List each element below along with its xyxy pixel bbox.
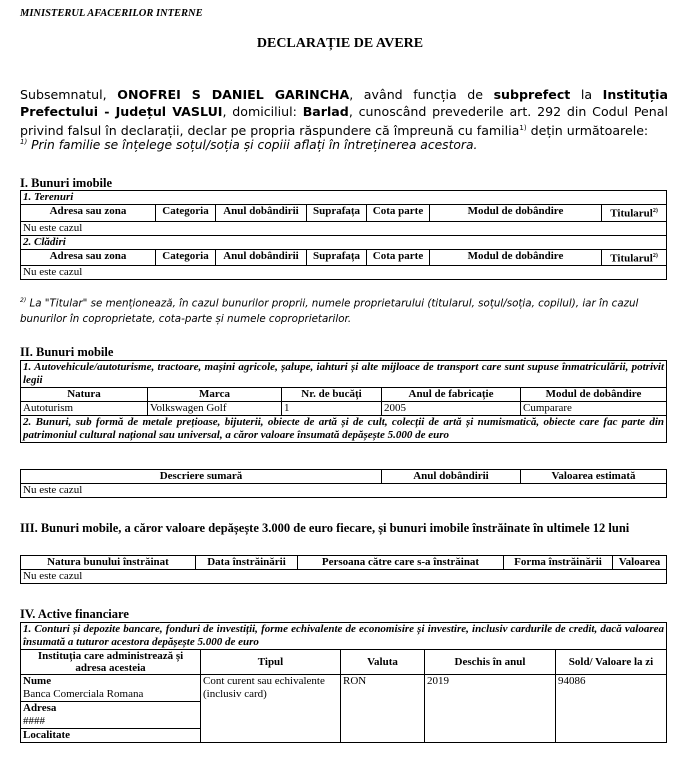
col-header: Modul de dobândire <box>430 249 602 266</box>
holder-footnote <box>20 293 668 327</box>
col-header: Tipul <box>201 650 341 675</box>
intro-text: , cunoscând prevederile art. 292 din Codul Penal privind falsul în declarații, declar pe propria răspundere că împreună cu familia <box>20 104 668 139</box>
bank-accounts-table <box>20 622 667 743</box>
account-currency: RON <box>341 675 425 743</box>
footnote-mark: 2) <box>20 297 27 304</box>
subsection-buildings: 2. Clădiri <box>21 235 667 249</box>
col-header: Deschis în anul <box>425 650 556 675</box>
empty-row: Nu este cazul <box>21 266 667 280</box>
col-header: Persoana către care s-a înstrăinat <box>298 556 504 570</box>
col-header: Forma înstrăinării <box>504 556 613 570</box>
subsection-bank-accounts: 1. Conturi și depozite bancare, fonduri de investiții, forme echivalente de economisire și investire, inclusiv cardurile de credit, dacă valoarea însumată a tuturor acestora depășește 5.000 de euro <box>21 623 667 650</box>
col-header-label: Titularul <box>610 207 653 220</box>
alienated-goods-table <box>20 555 667 584</box>
intro-paragraph <box>20 86 668 139</box>
vehicle-acquisition: Cumparare <box>521 402 667 416</box>
col-header: Natura <box>21 388 148 402</box>
vehicle-brand: Volkswagen Golf <box>148 402 282 416</box>
col-header-label: Titularul <box>610 252 653 265</box>
table-row <box>21 675 667 743</box>
footnote-ref: 2) <box>652 208 658 214</box>
locality-label: Localitate <box>21 728 200 742</box>
section-title-movable-goods: II. Bunuri mobile <box>20 345 114 359</box>
col-header: Categoria <box>156 249 216 266</box>
intro-text: Subsemnatul, <box>20 87 107 102</box>
col-header: Cota parte <box>367 249 430 266</box>
intro-text: dețin următoarele: <box>530 123 649 139</box>
declarant-function: subprefect <box>493 87 571 102</box>
real-estate-table <box>20 190 667 280</box>
vehicle-year: 2005 <box>382 402 521 416</box>
col-header: Adresa sau zona <box>21 205 156 222</box>
intro-text: , având funcția de <box>349 87 483 102</box>
table-row <box>21 402 667 416</box>
account-type: Cont curent sau echivalente (inclusiv card) <box>201 675 341 743</box>
col-header: Anul dobândirii <box>382 470 521 484</box>
valuables-table <box>20 469 667 498</box>
col-header-holder <box>602 205 667 222</box>
col-header: Anul dobândirii <box>216 249 307 266</box>
institution-name: Banca Comerciala Romana <box>23 688 144 700</box>
footnote-text: La "Titular" se menționează, în cazul bunurilor proprii, numele proprietarului (titularul, soțul/soția, copilul), iar în cazul bunurilor în coproprietate, cota-parte și numele coproprietarilor. <box>20 297 639 326</box>
section-title-financial-assets: IV. Active financiare <box>20 607 129 621</box>
col-header: Anul de fabricație <box>382 388 521 402</box>
empty-row: Nu este cazul <box>21 570 667 584</box>
col-header: Modul de dobândire <box>521 388 667 402</box>
institution-address-block <box>21 701 200 728</box>
col-header: Descriere sumară <box>21 470 382 484</box>
col-header: Data înstrăinării <box>196 556 298 570</box>
institution-name-block <box>21 675 200 701</box>
section-title-real-estate: I. Bunuri imobile <box>20 176 113 190</box>
declarant-city: Barlad <box>302 104 349 119</box>
col-header-holder <box>602 249 667 266</box>
ministry-name: MINISTERUL AFACERILOR INTERNE <box>20 8 203 19</box>
intro-text: , domiciliul: <box>222 104 297 119</box>
address-label: Adresa <box>23 702 57 714</box>
name-label: Nume <box>23 675 52 687</box>
col-header: Natura bunului înstrăinat <box>21 556 196 570</box>
col-header: Sold/ Valoare la zi <box>556 650 667 675</box>
institution-address: #### <box>23 715 45 727</box>
empty-row: Nu este cazul <box>21 221 667 235</box>
vehicle-type: Autoturism <box>21 402 148 416</box>
declarant-name: ONOFREI S DANIEL GARINCHA <box>117 87 350 102</box>
document-title: DECLARAȚIE DE AVERE <box>256 36 424 51</box>
subsection-vehicles: 1. Autovehicule/autoturisme, tractoare, mașini agricole, șalupe, iahturi și alte mijloace de transport care sunt supuse înmatriculării, potrivit legii <box>21 361 667 388</box>
col-header: Modul de dobândire <box>430 205 602 222</box>
intro-text: la <box>580 87 593 102</box>
col-header: Suprafața <box>307 205 367 222</box>
account-balance: 94086 <box>556 675 667 743</box>
declarant-institution: Instituția Prefectului - Județul VASLUI <box>20 87 668 119</box>
vehicle-count: 1 <box>282 402 382 416</box>
footnote-ref: 1) <box>519 124 527 132</box>
vehicles-table <box>20 360 667 443</box>
col-header: Suprafața <box>307 249 367 266</box>
col-header: Anul dobândirii <box>216 205 307 222</box>
institution-cell <box>21 675 201 743</box>
account-open-year: 2019 <box>425 675 556 743</box>
col-header: Categoria <box>156 205 216 222</box>
col-header: Marca <box>148 388 282 402</box>
empty-row: Nu este cazul <box>21 484 667 498</box>
col-header: Instituția care administrează și adresa acesteia <box>21 650 201 675</box>
col-header: Valoarea <box>613 556 667 570</box>
footnote-text: Prin familie se înțelege soțul/soția și copiii aflați în întreținerea acestora. <box>31 138 478 153</box>
col-header: Valoarea estimată <box>521 470 667 484</box>
section-title-alienated-goods: III. Bunuri mobile, a căror valoare depășește 3.000 de euro fiecare, și bunuri imobile înstrăinate în ultimele 12 luni <box>20 521 630 535</box>
subsection-land: 1. Terenuri <box>21 191 667 205</box>
footnote-mark: 1) <box>20 138 28 146</box>
footnote-ref: 2) <box>652 252 658 259</box>
family-footnote <box>20 138 477 152</box>
col-header: Cota parte <box>367 205 430 222</box>
col-header: Valuta <box>341 650 425 675</box>
col-header: Nr. de bucăți <box>282 388 382 402</box>
subsection-valuables: 2. Bunuri, sub formă de metale prețioase, bijuterii, obiecte de artă și de cult, colecții de artă și numismatică, obiecte care fac parte din patrimoniul cultural național sau universal, a căror valoare însumată depășește 5.000 de euro <box>21 416 667 443</box>
col-header: Adresa sau zona <box>21 249 156 266</box>
